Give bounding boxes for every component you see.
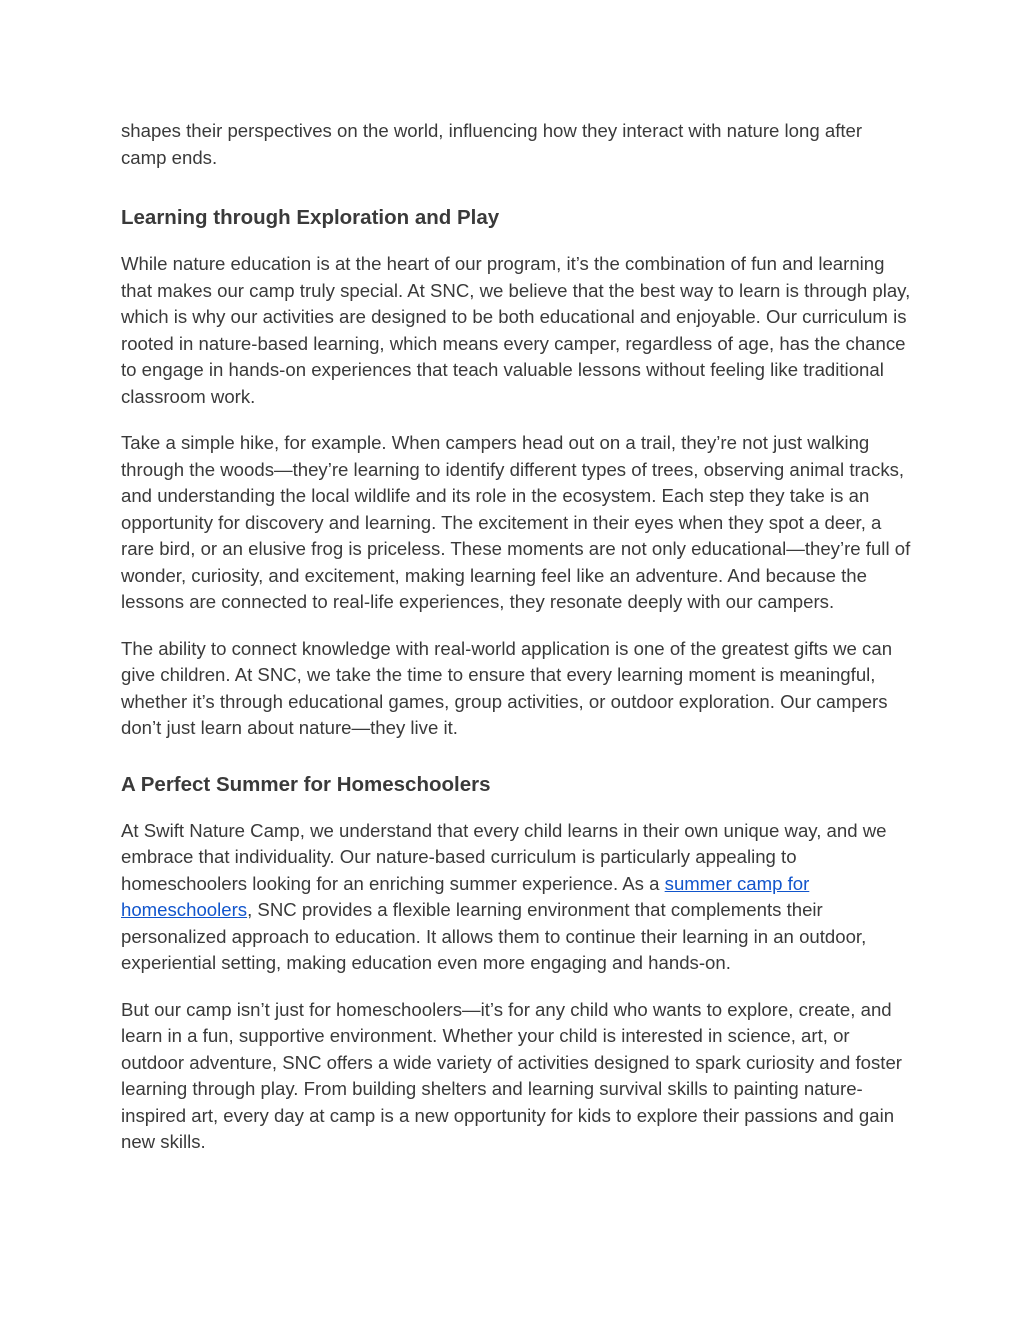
section-heading-homeschoolers: A Perfect Summer for Homeschoolers (121, 772, 491, 796)
section-heading-learning: Learning through Exploration and Play (121, 206, 500, 229)
paragraph-text-before-link: At Swift Nature Camp, we understand that every child learns in their own unique way, and we embrace that individuality. Our nature-based curriculum is particularly appealing to homeschoolers looking for an enriching summer experience. As a (121, 819, 887, 894)
intro-paragraph: shapes their perspectives on the world, influencing how they interact with nature long after camp ends. (121, 120, 863, 168)
paragraph-nature-education: While nature education is at the heart of our program, it’s the combination of fun and learning that makes our camp truly special. At SNC, we believe that the best way to learn is through play, which is why our activities are designed to be both educational and enjoyable. Our curriculum is rooted in nature-based learning, which means every camper, regardless of age, has the chance to engage in hands-on experiences that teach valuable lessons without feeling like traditional classroom work. (121, 253, 911, 407)
paragraph-real-world: The ability to connect knowledge with real-world application is one of the greatest gifts we can give children. At SNC, we take the time to ensure that every learning moment is meaningful, whether it’s through educational games, group activities, or outdoor exploration. Our campers don’t just learn about nature—they live it. (121, 637, 893, 738)
paragraph-text-after-link: , SNC provides a flexible learning environment that complements their personalized approach to education. It allows them to continue their learning in an outdoor, experiential setting, making education even more engaging and hands-on. (121, 899, 867, 973)
paragraph-swift-nature-camp (121, 818, 911, 977)
document-page (121, 118, 911, 1176)
summer-camp-for-homeschoolers-link[interactable]: summer camp for homeschoolers (121, 872, 810, 920)
paragraph-any-child: But our camp isn’t just for homeschoolers—it’s for any child who wants to explore, create, and learn in a fun, supportive environment. Whether your child is interested in science, art, or outdoor adventure, SNC offers a wide variety of activities designed to spark curiosity and foster learning through play. From building shelters and learning survival skills to painting nature-inspired art, every day at camp is a new opportunity for kids to explore their passions and gain new skills. (121, 998, 902, 1152)
paragraph-simple-hike: Take a simple hike, for example. When campers head out on a trail, they’re not just walking through the woods—they’re learning to identify different types of trees, observing animal tracks, and understanding the local wildlife and its role in the ecosystem. Each step they take is an opportunity for discovery and learning. The excitement in their eyes when they spot a deer, a rare bird, or an elusive frog is priceless. These moments are not only educational—they’re full of wonder, curiosity, and excitement, making learning feel like an adventure. And because the lessons are connected to real-life experiences, they resonate deeply with our campers. (121, 432, 911, 612)
